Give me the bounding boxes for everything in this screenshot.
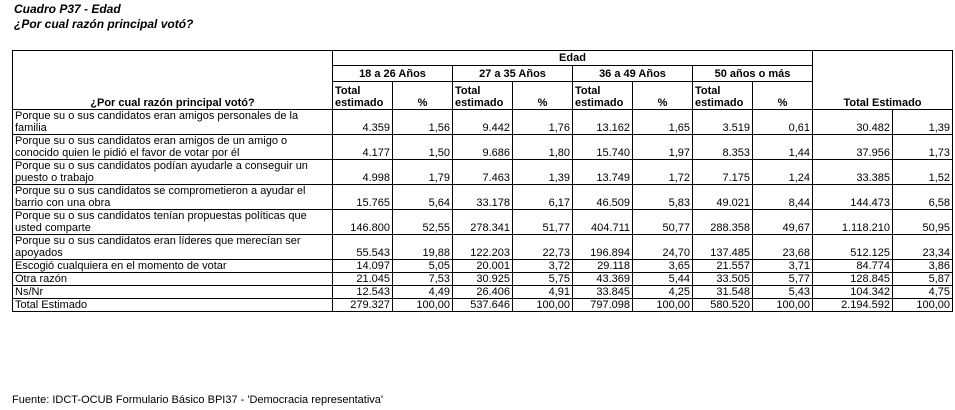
table-row bbox=[13, 286, 953, 299]
pct-subheader: % bbox=[633, 82, 693, 110]
cell-percent: 7,53 bbox=[393, 273, 453, 286]
cell-percent: 3,86 bbox=[893, 260, 953, 273]
cell-total: 84.774 bbox=[813, 260, 893, 273]
cell-percent: 100,00 bbox=[393, 299, 453, 312]
row-label: Otra razón bbox=[13, 273, 333, 286]
cell-percent: 1,79 bbox=[393, 160, 453, 185]
row-label: Porque su o sus candidatos eran amigos de un amigo o conocido quien le pidió el favor de votar por él bbox=[13, 135, 333, 160]
cell-percent: 1,72 bbox=[633, 160, 693, 185]
total-estimado-subheader: Total estimado bbox=[573, 82, 633, 110]
age-group-header: 18 a 26 Años bbox=[333, 66, 453, 82]
cell-total: 33.178 bbox=[453, 185, 513, 210]
age-group-header: 36 a 49 Años bbox=[573, 66, 693, 82]
cell-percent: 8,44 bbox=[753, 185, 813, 210]
cell-percent: 100,00 bbox=[893, 299, 953, 312]
cell-percent: 49,67 bbox=[753, 210, 813, 235]
cell-percent: 0,61 bbox=[753, 110, 813, 135]
cell-percent: 100,00 bbox=[513, 299, 573, 312]
cell-percent: 1,52 bbox=[893, 160, 953, 185]
cell-percent: 52,55 bbox=[393, 210, 453, 235]
cell-total: 33.385 bbox=[813, 160, 893, 185]
cell-total: 404.711 bbox=[573, 210, 633, 235]
pct-subheader: % bbox=[753, 82, 813, 110]
cell-total: 37.956 bbox=[813, 135, 893, 160]
cell-total: 21.045 bbox=[333, 273, 393, 286]
cell-percent: 6,17 bbox=[513, 185, 573, 210]
data-table bbox=[12, 50, 953, 312]
cell-percent: 1,39 bbox=[893, 110, 953, 135]
cell-percent: 1,50 bbox=[393, 135, 453, 160]
cell-total: 21.557 bbox=[693, 260, 753, 273]
row-label: Porque su o sus candidatos tenían propuestas políticas que usted comparte bbox=[13, 210, 333, 235]
cell-total: 9.442 bbox=[453, 110, 513, 135]
total-estimado-subheader: Total estimado bbox=[453, 82, 513, 110]
cell-total: 196.894 bbox=[573, 235, 633, 260]
cell-percent: 1,97 bbox=[633, 135, 693, 160]
row-label: Porque su o sus candidatos podían ayudarle a conseguir un puesto o trabajo bbox=[13, 160, 333, 185]
cell-percent: 3,71 bbox=[753, 260, 813, 273]
cell-total: 144.473 bbox=[813, 185, 893, 210]
total-estimado-header: Total Estimado bbox=[813, 51, 953, 110]
cell-percent: 19,88 bbox=[393, 235, 453, 260]
cell-percent: 1,44 bbox=[753, 135, 813, 160]
cell-total: 49.021 bbox=[693, 185, 753, 210]
question-header: ¿Por cual razón principal votó? bbox=[13, 51, 333, 110]
cell-percent: 5,43 bbox=[753, 286, 813, 299]
cell-percent: 100,00 bbox=[633, 299, 693, 312]
cell-total: 797.098 bbox=[573, 299, 633, 312]
cell-percent: 24,70 bbox=[633, 235, 693, 260]
cell-percent: 1,24 bbox=[753, 160, 813, 185]
cell-total: 33.505 bbox=[693, 273, 753, 286]
cell-total: 580.520 bbox=[693, 299, 753, 312]
cell-total: 13.749 bbox=[573, 160, 633, 185]
cell-percent: 5,05 bbox=[393, 260, 453, 273]
cell-percent: 4,49 bbox=[393, 286, 453, 299]
cell-total: 122.203 bbox=[453, 235, 513, 260]
cell-total: 55.543 bbox=[333, 235, 393, 260]
cell-percent: 1,76 bbox=[513, 110, 573, 135]
cell-total: 512.125 bbox=[813, 235, 893, 260]
cell-total: 13.162 bbox=[573, 110, 633, 135]
cell-percent: 4,91 bbox=[513, 286, 573, 299]
table-row bbox=[13, 273, 953, 286]
cell-total: 15.765 bbox=[333, 185, 393, 210]
cell-percent: 1,65 bbox=[633, 110, 693, 135]
cell-total: 4.359 bbox=[333, 110, 393, 135]
cell-total: 1.118.210 bbox=[813, 210, 893, 235]
cell-percent: 5,83 bbox=[633, 185, 693, 210]
cell-percent: 22,73 bbox=[513, 235, 573, 260]
cell-total: 20.001 bbox=[453, 260, 513, 273]
cell-total: 7.463 bbox=[453, 160, 513, 185]
cell-total: 128.845 bbox=[813, 273, 893, 286]
cell-percent: 4,25 bbox=[633, 286, 693, 299]
source-footer: Fuente: IDCT-OCUB Formulario Básico BPI37 - 'Democracia representativa' bbox=[12, 394, 383, 406]
cell-percent: 5,44 bbox=[633, 273, 693, 286]
cell-total: 279.327 bbox=[333, 299, 393, 312]
cell-total: 288.358 bbox=[693, 210, 753, 235]
cell-total: 278.341 bbox=[453, 210, 513, 235]
table-row bbox=[13, 235, 953, 260]
cell-total: 30.482 bbox=[813, 110, 893, 135]
cell-total: 7.175 bbox=[693, 160, 753, 185]
cell-percent: 1,73 bbox=[893, 135, 953, 160]
age-group-header: 50 años o más bbox=[693, 66, 813, 82]
pct-subheader: % bbox=[513, 82, 573, 110]
row-label: Porque su o sus candidatos eran amigos personales de la familia bbox=[13, 110, 333, 135]
cell-percent: 3,65 bbox=[633, 260, 693, 273]
cell-total: 4.998 bbox=[333, 160, 393, 185]
table-row bbox=[13, 160, 953, 185]
cell-percent: 50,77 bbox=[633, 210, 693, 235]
cell-total: 9.686 bbox=[453, 135, 513, 160]
row-label: Escogió cualquiera en el momento de votar bbox=[13, 260, 333, 273]
age-group-header: 27 a 35 Años bbox=[453, 66, 573, 82]
total-estimado-subheader: Total estimado bbox=[333, 82, 393, 110]
cell-total: 15.740 bbox=[573, 135, 633, 160]
cell-total: 2.194.592 bbox=[813, 299, 893, 312]
cell-percent: 50,95 bbox=[893, 210, 953, 235]
cell-total: 537.646 bbox=[453, 299, 513, 312]
cell-percent: 4,75 bbox=[893, 286, 953, 299]
pct-subheader: % bbox=[393, 82, 453, 110]
cell-total: 33.845 bbox=[573, 286, 633, 299]
total-estimado-subheader: Total estimado bbox=[693, 82, 753, 110]
cell-percent: 6,58 bbox=[893, 185, 953, 210]
cell-percent: 3,72 bbox=[513, 260, 573, 273]
cell-percent: 5,77 bbox=[753, 273, 813, 286]
cell-total: 26.406 bbox=[453, 286, 513, 299]
cell-total: 104.342 bbox=[813, 286, 893, 299]
cell-percent: 1,80 bbox=[513, 135, 573, 160]
table-subtitle: ¿Por cual razón principal votó? bbox=[14, 17, 194, 31]
cell-total: 43.369 bbox=[573, 273, 633, 286]
table-title: Cuadro P37 - Edad bbox=[14, 2, 121, 16]
cell-total: 146.800 bbox=[333, 210, 393, 235]
table-row bbox=[13, 299, 953, 312]
cell-percent: 1,39 bbox=[513, 160, 573, 185]
row-label: Ns/Nr bbox=[13, 286, 333, 299]
table-row bbox=[13, 210, 953, 235]
cell-total: 30.925 bbox=[453, 273, 513, 286]
cell-total: 31.548 bbox=[693, 286, 753, 299]
cell-percent: 23,34 bbox=[893, 235, 953, 260]
table-row bbox=[13, 185, 953, 210]
table-row bbox=[13, 110, 953, 135]
cell-total: 3.519 bbox=[693, 110, 753, 135]
cell-percent: 1,56 bbox=[393, 110, 453, 135]
cell-percent: 5,87 bbox=[893, 273, 953, 286]
cell-total: 29.118 bbox=[573, 260, 633, 273]
cell-total: 8.353 bbox=[693, 135, 753, 160]
cell-percent: 5,75 bbox=[513, 273, 573, 286]
edad-header: Edad bbox=[333, 51, 813, 66]
table-row bbox=[13, 135, 953, 160]
cell-total: 4.177 bbox=[333, 135, 393, 160]
cell-total: 14.097 bbox=[333, 260, 393, 273]
row-label: Porque su o sus candidatos se comprometieron a ayudar el barrio con una obra bbox=[13, 185, 333, 210]
cell-total: 46.509 bbox=[573, 185, 633, 210]
row-label: Total Estimado bbox=[13, 299, 333, 312]
cell-percent: 23,68 bbox=[753, 235, 813, 260]
cell-percent: 5,64 bbox=[393, 185, 453, 210]
cell-total: 137.485 bbox=[693, 235, 753, 260]
cell-total: 12.543 bbox=[333, 286, 393, 299]
table-row bbox=[13, 260, 953, 273]
cell-percent: 51,77 bbox=[513, 210, 573, 235]
cell-percent: 100,00 bbox=[753, 299, 813, 312]
row-label: Porque su o sus candidatos eran líderes que merecían ser apoyados bbox=[13, 235, 333, 260]
